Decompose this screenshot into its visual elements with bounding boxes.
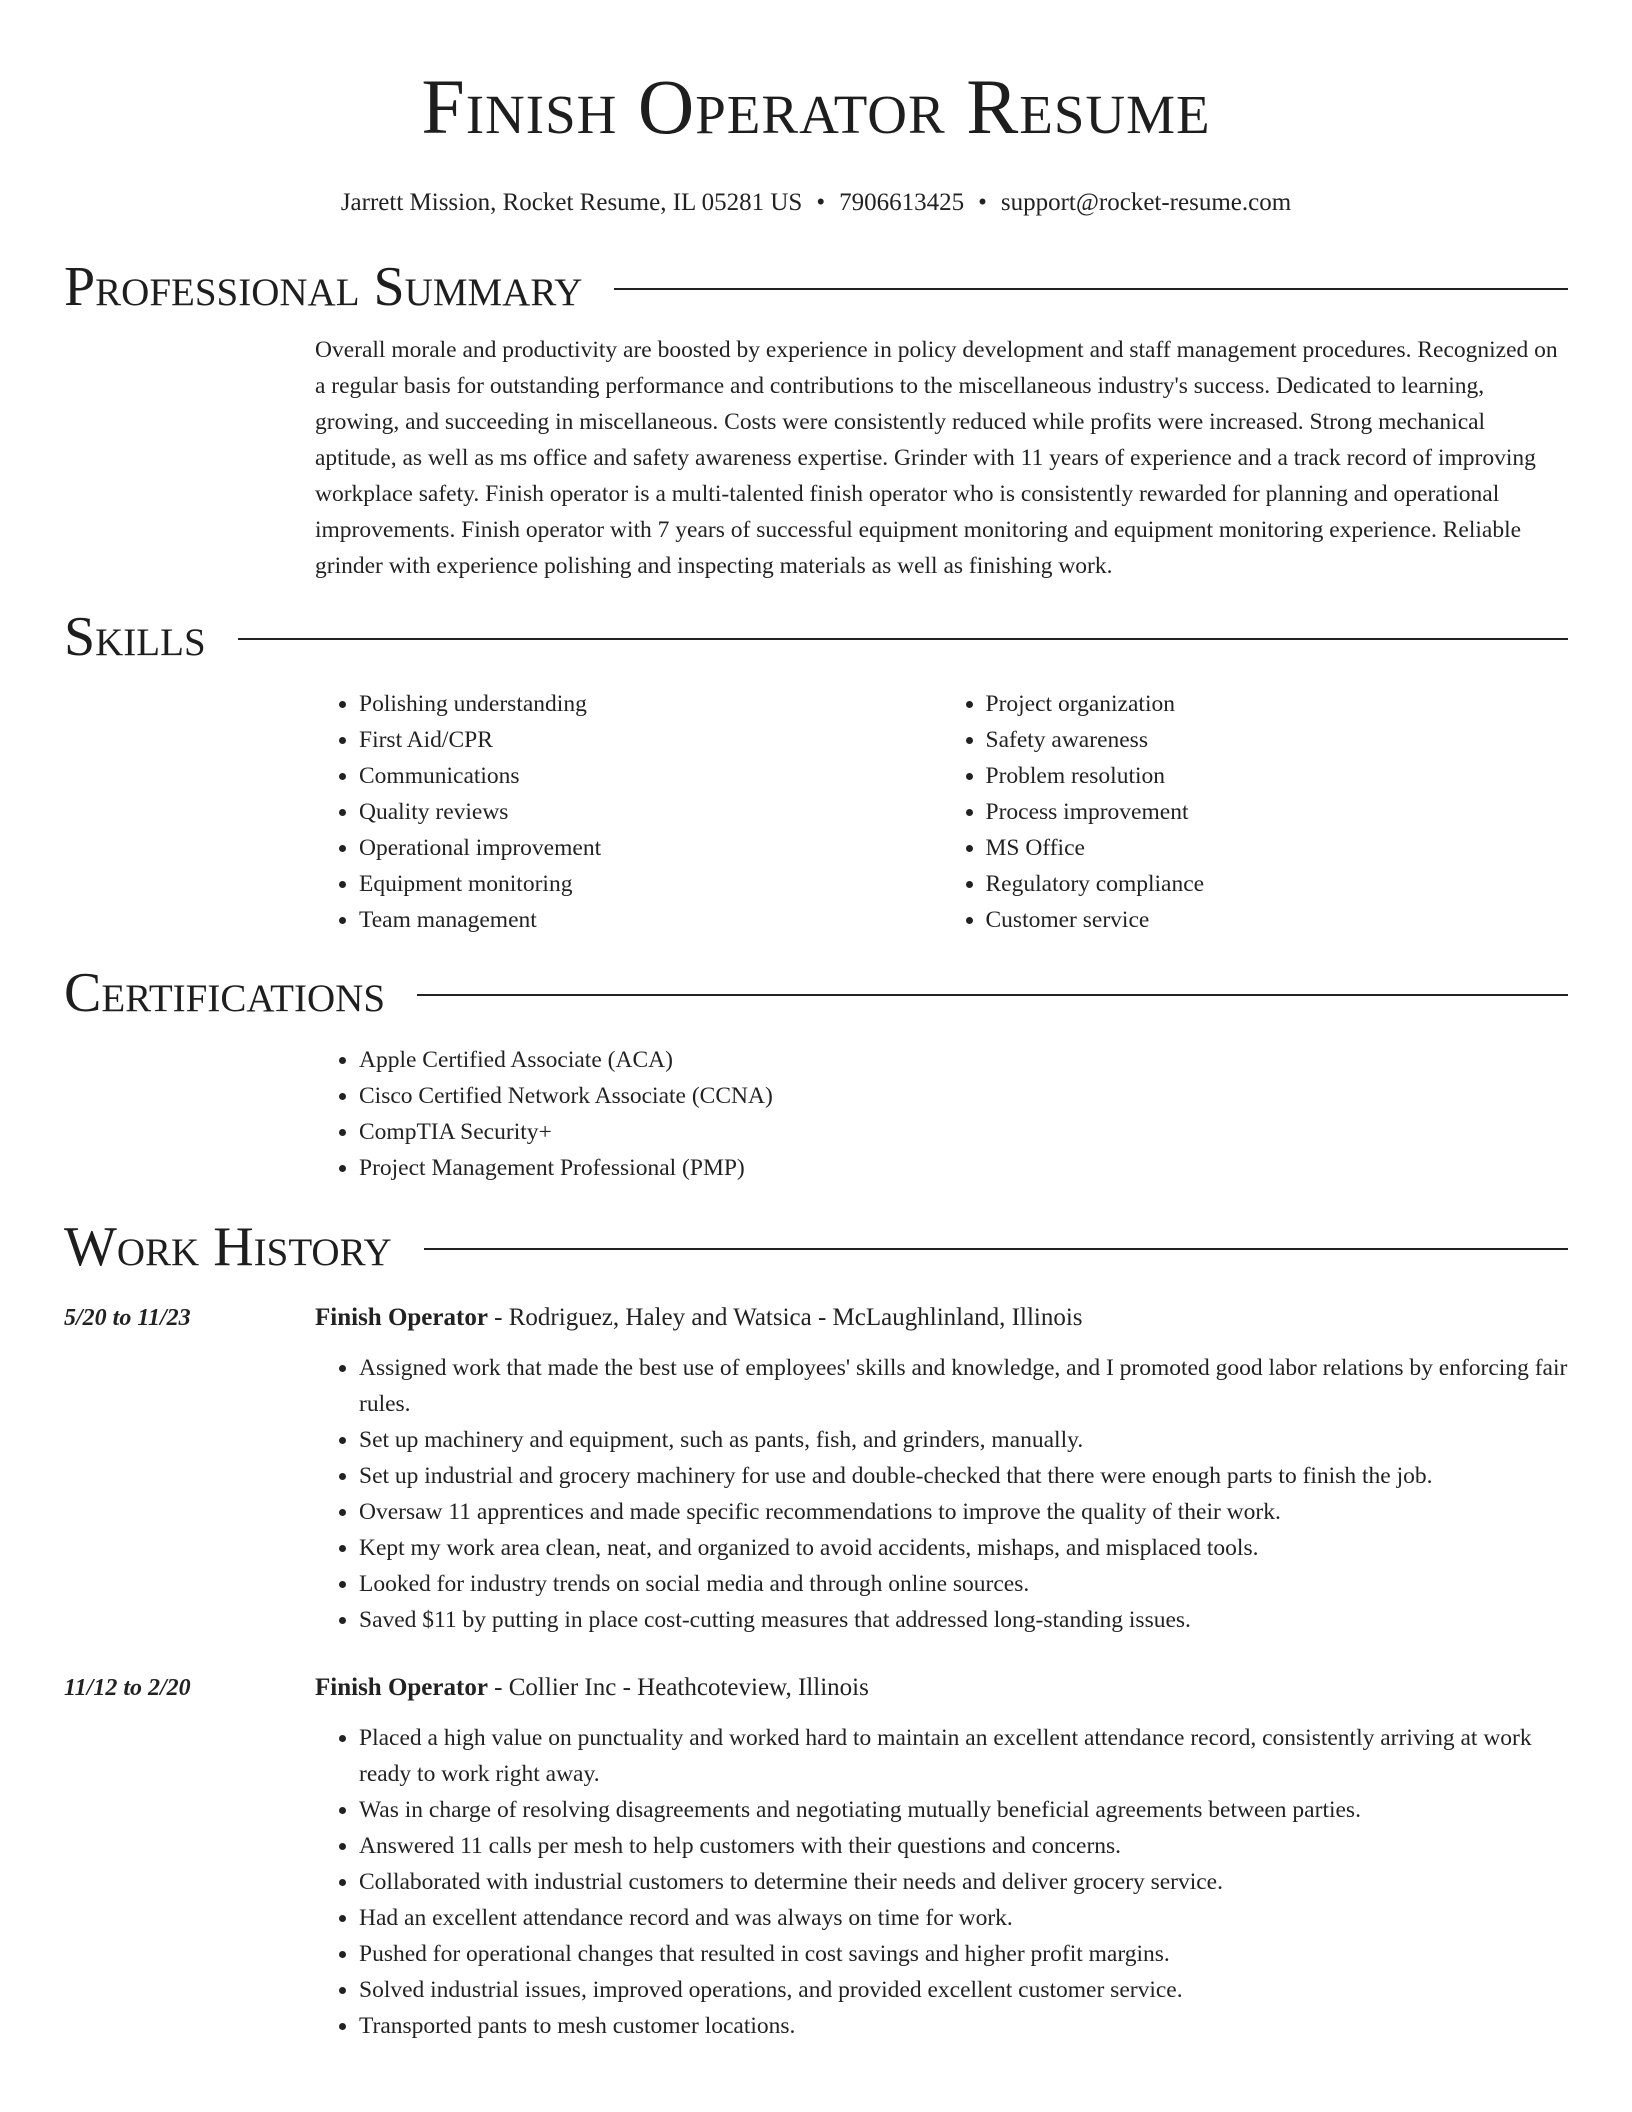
work-heading: Work History bbox=[64, 1216, 392, 1278]
contact-address: Jarrett Mission, Rocket Resume, IL 05281 US bbox=[340, 189, 803, 216]
job-duties bbox=[315, 1350, 1568, 1638]
skill-item: • Safety awareness bbox=[986, 722, 1569, 758]
job-bullet: • Oversaw 11 apprentices and made specific recommendations to improve the quality of their work. bbox=[359, 1494, 1568, 1530]
heading-rule bbox=[238, 638, 1568, 640]
skills-list-left bbox=[315, 686, 942, 938]
certifications-heading: Certifications bbox=[64, 962, 386, 1024]
job-bullet: • Had an excellent attendance record and was always on time for work. bbox=[359, 1900, 1568, 1936]
certifications-heading-row bbox=[64, 962, 1568, 1024]
contact-separator: • bbox=[978, 189, 987, 216]
heading-rule bbox=[614, 288, 1568, 290]
job-employer-location: - Rodriguez, Haley and Watsica - McLaughlinland, Illinois bbox=[487, 1304, 1083, 1331]
job-bullet: • Pushed for operational changes that resulted in cost savings and higher profit margins. bbox=[359, 1936, 1568, 1972]
skill-item: • Regulatory compliance bbox=[986, 866, 1569, 902]
certification-item: • Cisco Certified Network Associate (CCNA) bbox=[359, 1078, 1568, 1114]
job-bullet: • Was in charge of resolving disagreements and negotiating mutually beneficial agreements between parties. bbox=[359, 1792, 1568, 1828]
job-bullet: • Looked for industry trends on social media and through online sources. bbox=[359, 1566, 1568, 1602]
job-bullet: • Placed a high value on punctuality and worked hard to maintain an excellent attendance record, consistently arriving at work ready to work right away. bbox=[359, 1720, 1568, 1792]
skill-item: • Communications bbox=[359, 758, 942, 794]
contact-email: support@rocket-resume.com bbox=[1000, 189, 1292, 216]
work-history-section bbox=[64, 1300, 1568, 2044]
job-bullet-list bbox=[315, 1720, 1568, 2044]
work-heading-row bbox=[64, 1216, 1568, 1278]
job-info bbox=[315, 1300, 1083, 1336]
job-bullet: • Collaborated with industrial customers to determine their needs and deliver grocery service. bbox=[359, 1864, 1568, 1900]
job-employer-location: - Collier Inc - Heathcoteview, Illinois bbox=[487, 1674, 869, 1701]
skills-heading: Skills bbox=[64, 606, 206, 668]
contact-phone: 7906613425 bbox=[839, 189, 965, 216]
job-bullet: • Saved $11 by putting in place cost-cutting measures that addressed long-standing issues. bbox=[359, 1602, 1568, 1638]
summary-heading: Professional Summary bbox=[64, 256, 583, 318]
skill-item: • First Aid/CPR bbox=[359, 722, 942, 758]
job-title: Finish Operator bbox=[315, 1304, 488, 1331]
job-bullet: • Assigned work that made the best use of employees' skills and knowledge, and I promoted good labor relations by enforcing fair rules. bbox=[359, 1350, 1568, 1422]
skill-item: • Equipment monitoring bbox=[359, 866, 942, 902]
job-bullet: • Solved industrial issues, improved operations, and provided excellent customer service. bbox=[359, 1972, 1568, 2008]
job-bullet: • Set up industrial and grocery machinery for use and double-checked that there were enough parts to finish the job. bbox=[359, 1458, 1568, 1494]
contact-separator: • bbox=[816, 189, 826, 216]
job-header bbox=[64, 1300, 1568, 1336]
job-title: Finish Operator bbox=[315, 1674, 488, 1701]
job-duties bbox=[315, 1720, 1568, 2044]
job-dates: 5/20 to 11/23 bbox=[64, 1305, 191, 1331]
job-info bbox=[315, 1670, 869, 1706]
skill-item: • Customer service bbox=[986, 902, 1569, 938]
skill-item: • Quality reviews bbox=[359, 794, 942, 830]
skill-item: • Operational improvement bbox=[359, 830, 942, 866]
skills-section bbox=[315, 686, 1568, 938]
job-header bbox=[64, 1670, 1568, 1706]
certifications-list bbox=[315, 1042, 1568, 1186]
job-bullet: • Transported pants to mesh customer locations. bbox=[359, 2008, 1568, 2044]
job-bullet-list bbox=[315, 1350, 1568, 1638]
resume-title: Finish Operator Resume bbox=[421, 63, 1211, 150]
certifications-section bbox=[315, 1042, 1568, 1186]
summary-text: Overall morale and productivity are boosted by experience in policy development and staff management procedures. Recognized on a regular basis for outstanding performance and contributions to the miscellaneous industry's success. Dedicated to learning, growing, and succeeding in miscellaneous. Costs were consistently reduced while profits were increased. Strong mechanical aptitude, as well as ms office and safety awareness expertise. Grinder with 11 years of experience and a track record of improving workplace safety. Finish operator is a multi-talented finish operator who is consistently rewarded for planning and operational improvements. Finish operator with 7 years of successful equipment monitoring and equipment monitoring experience. Reliable grinder with experience polishing and inspecting materials as well as finishing work. bbox=[315, 337, 1558, 579]
job-bullet: • Kept my work area clean, neat, and organized to avoid accidents, mishaps, and misplaced tools. bbox=[359, 1530, 1568, 1566]
certification-item: • Project Management Professional (PMP) bbox=[359, 1150, 1568, 1186]
skill-item: • Polishing understanding bbox=[359, 686, 942, 722]
skills-heading-row bbox=[64, 606, 1568, 668]
job-entry bbox=[64, 1670, 1568, 2044]
contact-line bbox=[64, 188, 1568, 218]
summary-section bbox=[315, 332, 1568, 584]
skill-item: • Team management bbox=[359, 902, 942, 938]
heading-rule bbox=[424, 1248, 1568, 1250]
job-bullet: • Set up machinery and equipment, such as pants, fish, and grinders, manually. bbox=[359, 1422, 1568, 1458]
certification-item: • Apple Certified Associate (ACA) bbox=[359, 1042, 1568, 1078]
heading-rule bbox=[417, 994, 1568, 996]
skill-item: • Process improvement bbox=[986, 794, 1569, 830]
certification-item: • CompTIA Security+ bbox=[359, 1114, 1568, 1150]
job-bullet: • Answered 11 calls per mesh to help customers with their questions and concerns. bbox=[359, 1828, 1568, 1864]
skill-item: • Project organization bbox=[986, 686, 1569, 722]
job-entry bbox=[64, 1300, 1568, 1638]
skill-item: • MS Office bbox=[986, 830, 1569, 866]
skill-item: • Problem resolution bbox=[986, 758, 1569, 794]
summary-heading-row bbox=[64, 256, 1568, 318]
skills-list-right bbox=[942, 686, 1569, 938]
job-dates: 11/12 to 2/20 bbox=[64, 1675, 191, 1701]
